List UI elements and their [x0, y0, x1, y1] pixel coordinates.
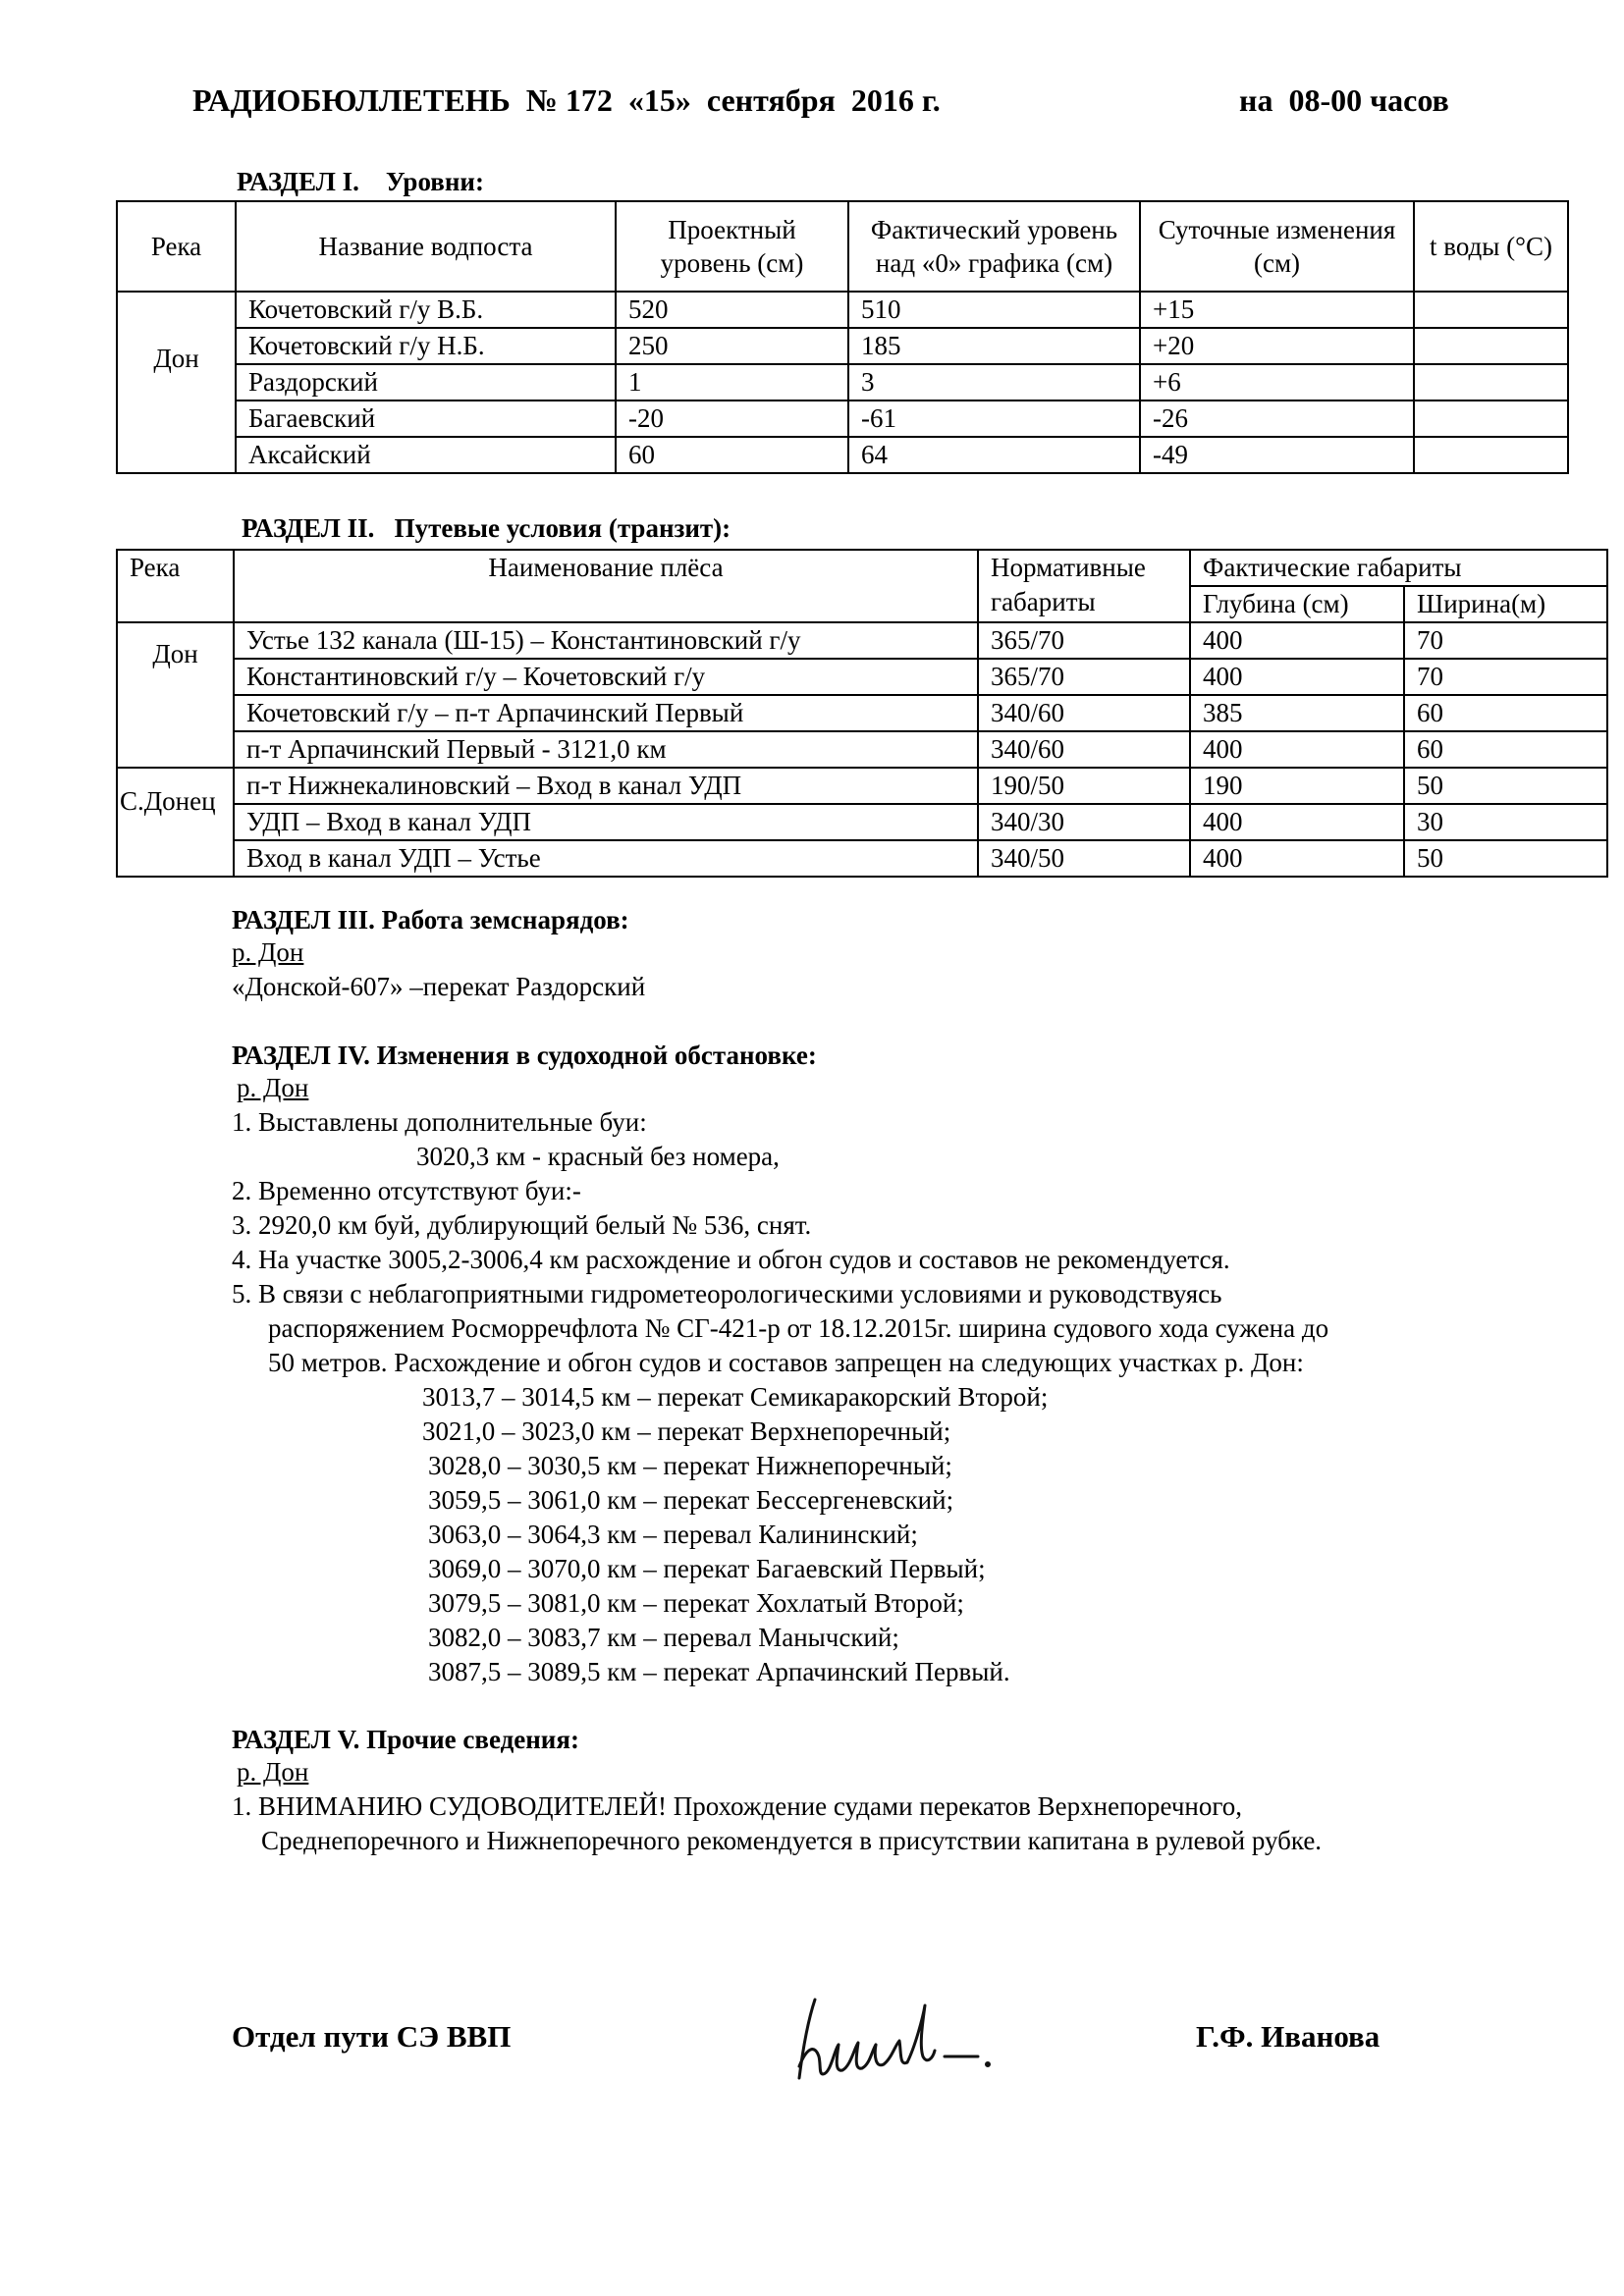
depth-cell: 400	[1190, 659, 1404, 695]
temp-cell	[1414, 364, 1568, 400]
reach-cell: п-т Арпачинский Первый - 3121,0 км	[234, 731, 978, 768]
normative-cell: 340/60	[978, 695, 1190, 731]
col-water-temp: t воды (°С)	[1414, 201, 1568, 292]
col-post: Название водпоста	[236, 201, 616, 292]
reach-cell: УДП – Вход в канал УДП	[234, 804, 978, 840]
river-cell: Дон	[117, 292, 236, 473]
levels-header-row	[117, 201, 1568, 292]
section4-title: РАЗДЕЛ IV. Изменения в судоходной обстановке:	[232, 1041, 817, 1070]
section3-line: «Донской-607» –перекат Раздорский	[232, 972, 646, 1001]
segment-item: 3021,0 – 3023,0 км – перекат Верхнепоречный;	[422, 1416, 951, 1446]
section4-item1: 1. Выставлены дополнительные буи:	[232, 1107, 647, 1137]
table-row	[117, 292, 1568, 328]
daily-cell: +20	[1140, 328, 1414, 364]
reach-cell: Кочетовский г/у – п-т Арпачинский Первый	[234, 695, 978, 731]
transit-header-row	[117, 550, 1607, 586]
post-cell: Раздорский	[236, 364, 616, 400]
temp-cell	[1414, 328, 1568, 364]
design-cell: 1	[616, 364, 848, 400]
reach-cell: Устье 132 канала (Ш-15) – Константиновский г/у	[234, 622, 978, 659]
reach-cell: п-т Нижнекалиновский – Вход в канал УДП	[234, 768, 978, 804]
post-cell: Кочетовский г/у В.Б.	[236, 292, 616, 328]
section4	[232, 1041, 1328, 1689]
segment-item: 3013,7 – 3014,5 км – перекат Семикаракорский Второй;	[422, 1382, 1049, 1412]
section4-item2: 2. Временно отсутствуют буи:-	[232, 1176, 581, 1205]
section4-river: р. Дон	[237, 1073, 309, 1102]
segment-item: 3079,5 – 3081,0 км – перекат Хохлатый Второй;	[428, 1588, 964, 1618]
width-cell: 50	[1404, 768, 1607, 804]
section4-item4: 4. На участке 3005,2-3006,4 км расхождение и обгон судов и составов не рекомендуется.	[232, 1245, 1230, 1274]
section3	[232, 905, 645, 1004]
transit-table	[116, 549, 1608, 878]
section5-item1-line2: Среднепоречного и Нижнепоречного рекомендуется в присутствии капитана в рулевой рубке.	[261, 1826, 1323, 1855]
width-cell: 60	[1404, 731, 1607, 768]
post-cell: Кочетовский г/у Н.Б.	[236, 328, 616, 364]
reach-cell: Вход в канал УДП – Устье	[234, 840, 978, 877]
width-cell: 70	[1404, 622, 1607, 659]
table-row	[117, 364, 1568, 400]
design-cell: -20	[616, 400, 848, 437]
col-design-level: Проектный уровень (см)	[616, 201, 848, 292]
segment-item: 3028,0 – 3030,5 км – перекат Нижнепоречный;	[428, 1451, 952, 1480]
temp-cell	[1414, 400, 1568, 437]
signatory-name: Г.Ф. Иванова	[1196, 2019, 1380, 2054]
table-row	[117, 659, 1607, 695]
segment-item: 3087,5 – 3089,5 км – перекат Арпачинский Первый.	[428, 1657, 1010, 1686]
table-row	[117, 437, 1568, 473]
daily-cell: -26	[1140, 400, 1414, 437]
design-cell: 60	[616, 437, 848, 473]
actual-cell: 185	[848, 328, 1140, 364]
col-actual-level: Фактический уровень над «0» графика (см)	[848, 201, 1140, 292]
bulletin-header	[192, 82, 1518, 128]
department-label: Отдел пути СЭ ВВП	[232, 2019, 512, 2054]
section2-title: РАЗДЕЛ II. Путевые условия (транзит):	[242, 513, 731, 543]
width-cell: 50	[1404, 840, 1607, 877]
section3-river: р. Дон	[232, 937, 304, 967]
daily-cell: +6	[1140, 364, 1414, 400]
river-cell: С.Донец	[117, 768, 234, 877]
design-cell: 520	[616, 292, 848, 328]
depth-cell: 385	[1190, 695, 1404, 731]
daily-cell: +15	[1140, 292, 1414, 328]
section5-river: р. Дон	[237, 1757, 309, 1787]
temp-cell	[1414, 292, 1568, 328]
section3-title: РАЗДЕЛ III. Работа земснарядов:	[232, 905, 629, 934]
actual-cell: 64	[848, 437, 1140, 473]
normative-cell: 365/70	[978, 659, 1190, 695]
col-daily-change: Суточные изменения (см)	[1140, 201, 1414, 292]
river-cell: Дон	[117, 622, 234, 768]
section4-item5-line2: распоряжением Росморречфлота № СГ-421-р от 18.12.2015г. ширина судового хода сужена до	[268, 1313, 1329, 1343]
section5-item1-line1: 1. ВНИМАНИЮ СУДОВОДИТЕЛЕЙ! Прохождение судами перекатов Верхнепоречного,	[232, 1791, 1243, 1821]
normative-cell: 365/70	[978, 622, 1190, 659]
table-row	[117, 840, 1607, 877]
col-depth: Глубина (см)	[1190, 586, 1404, 622]
table-row	[117, 400, 1568, 437]
depth-cell: 400	[1190, 731, 1404, 768]
table-row	[117, 731, 1607, 768]
section1-title: РАЗДЕЛ I. Уровни:	[237, 167, 484, 196]
actual-cell: 510	[848, 292, 1140, 328]
segment-item: 3059,5 – 3061,0 км – перекат Бессергеневский;	[428, 1485, 954, 1515]
temp-cell	[1414, 437, 1568, 473]
levels-table	[116, 200, 1569, 474]
table-row	[117, 622, 1607, 659]
depth-cell: 400	[1190, 804, 1404, 840]
normative-cell: 190/50	[978, 768, 1190, 804]
design-cell: 250	[616, 328, 848, 364]
col-width: Ширина(м)	[1404, 586, 1607, 622]
table-row	[117, 804, 1607, 840]
width-cell: 60	[1404, 695, 1607, 731]
normative-cell: 340/30	[978, 804, 1190, 840]
segment-item: 3082,0 – 3083,7 км – перевал Манычский;	[428, 1623, 899, 1652]
actual-cell: -61	[848, 400, 1140, 437]
width-cell: 70	[1404, 659, 1607, 695]
col-normative: Нормативные габариты	[978, 550, 1190, 622]
post-cell: Аксайский	[236, 437, 616, 473]
section5	[232, 1725, 1322, 1858]
depth-cell: 400	[1190, 622, 1404, 659]
section5-title: РАЗДЕЛ V. Прочие сведения:	[232, 1725, 579, 1754]
section4-item3: 3. 2920,0 км буй, дублирующий белый № 536, снят.	[232, 1210, 812, 1240]
bulletin-title: РАДИОБЮЛЛЕТЕНЬ № 172 «15» сентября 2016 г.	[192, 82, 941, 118]
col-river: Река	[117, 201, 236, 292]
segment-item: 3069,0 – 3070,0 км – перекат Багаевский Первый;	[428, 1554, 986, 1583]
col-river: Река	[117, 550, 234, 622]
post-cell: Багаевский	[236, 400, 616, 437]
segment-item: 3063,0 – 3064,3 км – перевал Калининский;	[428, 1520, 918, 1549]
depth-cell: 400	[1190, 840, 1404, 877]
section4-item5-line1: 5. В связи с неблагоприятными гидрометеорологическими условиями и руководствуясь	[232, 1279, 1222, 1308]
section4-item5-line3: 50 метров. Расхождение и обгон судов и составов запрещен на следующих участках р. Дон:	[268, 1348, 1304, 1377]
depth-cell: 190	[1190, 768, 1404, 804]
handwritten-signature-icon	[785, 1988, 1011, 2086]
table-row	[117, 328, 1568, 364]
bulletin-time: на 08-00 часов	[1239, 82, 1449, 118]
width-cell: 30	[1404, 804, 1607, 840]
table-row	[117, 768, 1607, 804]
normative-cell: 340/60	[978, 731, 1190, 768]
normative-cell: 340/50	[978, 840, 1190, 877]
col-actual-dimensions: Фактические габариты	[1190, 550, 1607, 586]
section4-item1-sub: 3020,3 км - красный без номера,	[416, 1142, 780, 1171]
actual-cell: 3	[848, 364, 1140, 400]
reach-cell: Константиновский г/у – Кочетовский г/у	[234, 659, 978, 695]
col-reach: Наименование плёса	[234, 550, 978, 622]
daily-cell: -49	[1140, 437, 1414, 473]
table-row	[117, 695, 1607, 731]
